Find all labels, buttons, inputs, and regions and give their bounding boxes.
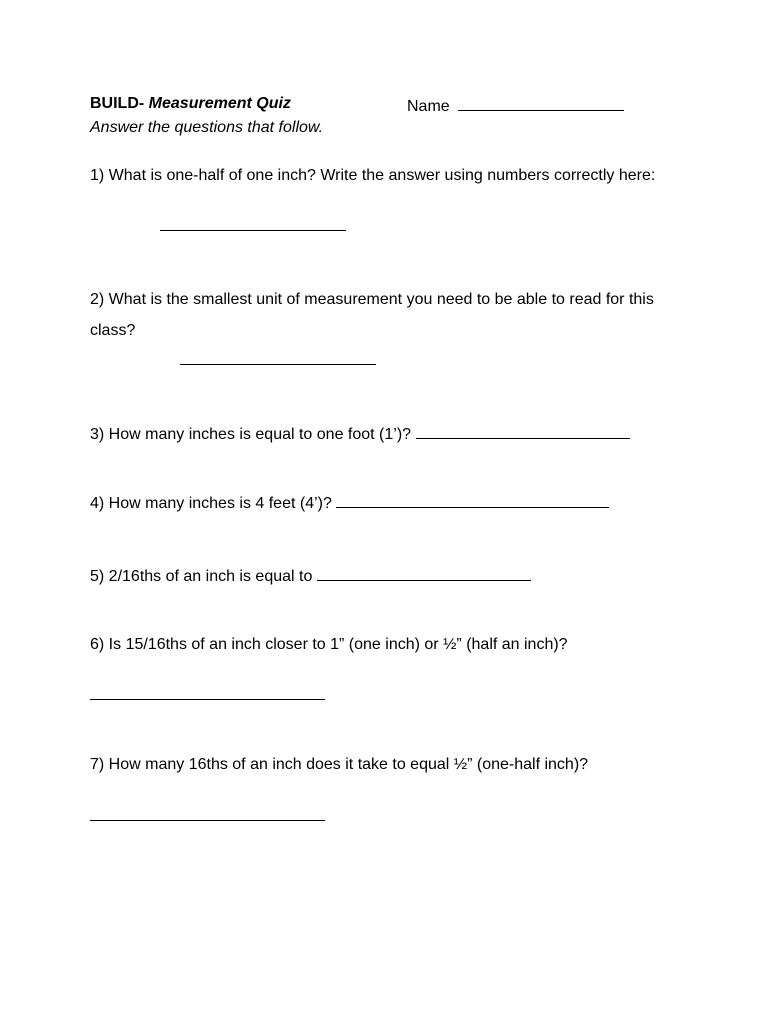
quiz-title-prefix: BUILD- <box>90 95 145 112</box>
answer-line-1[interactable] <box>160 230 346 231</box>
answer-line-4[interactable] <box>336 491 609 508</box>
question-6: 6) Is 15/16ths of an inch closer to 1” (one inch) or ½” (half an inch)? <box>90 636 568 653</box>
name-label: Name <box>407 98 450 115</box>
question-4: 4) How many inches is 4 feet (4’)? <box>90 495 332 512</box>
name-answer-line[interactable] <box>458 94 624 111</box>
answer-line-7[interactable] <box>90 820 325 821</box>
question-2: 2) What is the smallest unit of measurement you need to be able to read for this class? <box>90 291 654 339</box>
question-1: 1) What is one-half of one inch? Write the answer using numbers correctly here: <box>90 167 656 184</box>
question-3-row <box>90 422 630 445</box>
quiz-title <box>90 94 291 114</box>
answer-line-6[interactable] <box>90 699 325 700</box>
answer-line-5[interactable] <box>317 564 531 581</box>
question-5-row <box>90 564 531 587</box>
name-row <box>407 94 624 117</box>
quiz-title-italic: Measurement Quiz <box>144 95 291 112</box>
instructions: Answer the questions that follow. <box>90 119 324 136</box>
answer-line-3[interactable] <box>416 422 630 439</box>
question-7: 7) How many 16ths of an inch does it take to equal ½” (one-half inch)? <box>90 756 589 773</box>
question-4-row <box>90 491 609 514</box>
question-3: 3) How many inches is equal to one foot (1’)? <box>90 426 412 443</box>
answer-line-2[interactable] <box>180 364 376 365</box>
question-5: 5) 2/16ths of an inch is equal to <box>90 568 313 585</box>
